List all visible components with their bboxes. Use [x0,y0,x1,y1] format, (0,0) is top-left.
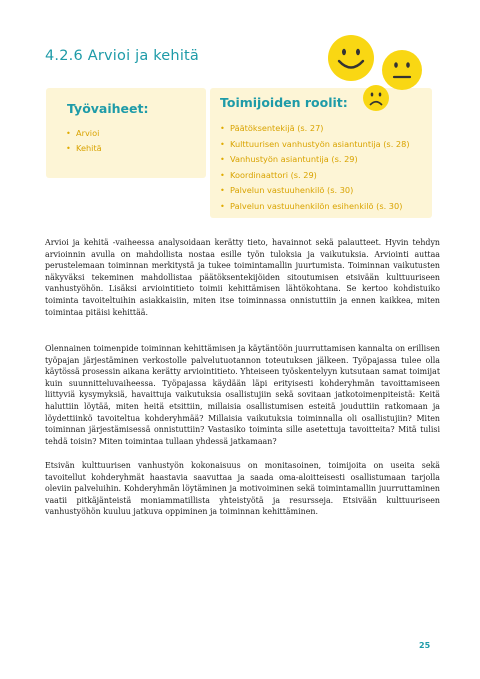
list-item: • Koordinaattori (s. 29) [220,170,410,180]
smiley-sad-icon [362,84,390,112]
list-item: • Päätöksentekijä (s. 27) [220,123,410,133]
work-phases-title: Työvaiheet: [67,101,149,116]
list-item: • Palvelun vastuuhenkilö (s. 30) [220,185,410,195]
roles-title: Toimijoiden roolit: [220,95,348,110]
roles-list [220,123,410,211]
section-heading: 4.2.6 Arvioi ja kehitä [45,48,200,64]
work-phases-list [66,128,102,153]
page-number: 25 [419,641,431,650]
list-item: • Palvelun vastuuhenkilön esihenkilö (s. 30) [220,201,410,211]
body-paragraph-1: Arvioi ja kehitä -vaiheessa analysoidaan kerätty tieto, havainnot sekä palautteet. Hyvin tehdyn arvioinnin avulla on mahdollista nostaa esille työn tuloksia ja vaikutuksia. Arviointi auttaa perustelemaan toiminnan merkitystä ja tukee toimintamallin juurtumista. Toiminnan vaikutusten näkyväksi tekeminen mahdollistaa päätöksentekijöiden sitoutumisen etsivään kulttuuriseen vanhustyöhön. Lisäksi arviointitieto toimii kehittämisen lähtökohtana. Se kertoo kohdistuiko toiminta tavoiteltuihin asiakkaisiin, miten itse toiminnassa onnistuttiin ja ennen kaikkea, miten toimintaa pitäisi kehittää. [45,238,440,317]
roles-box [210,88,432,218]
list-item: • Kulttuurisen vanhustyön asiantuntija (s. 28) [220,139,410,149]
list-item: • Vanhustyön asiantuntija (s. 29) [220,154,410,164]
list-item: • Kehitä [66,143,102,153]
list-item: • Arvioi [66,128,102,138]
body-paragraph-2: Olennainen toimenpide toiminnan kehittämisen ja käytäntöön juurruttamisen kannalta on erillisen työpajan järjestäminen verkostolle palvelutuotannon toteutuksen jälkeen. Työpajassa tulee olla käytössä prosessin aikana kerätty arviointitieto. Yhteiseen työskentelyyn kutsutaan samat toimijat kuin suunnitteluvaiheessa. Työpajassa käydään läpi erityisesti kohderyhmän tavoittamiseen liittyviä kysymyksiä, havaittuja vaikutuksia osallistujiin sekä sovitaan jatkotoimenpiteistä: Keitä haluttiin löytää, miten heitä etsittiin, millaisia osallistumisen esteitä jouduttiin ratkomaan ja löydettiinkö tavoiteltua kohderyhmää? Millaisia vaikutuksia toiminnalla oli osallistujiin? Miten toiminnan järjestämisessä onnistuttiin? Vastasiko toiminta sille asetettuja tavoitteita? Mitä tulisi tehdä toisin? Miten toimintaa tullaan yhdessä jatkamaan? [45,344,440,446]
body-paragraph-3: Etsivän kulttuurisen vanhustyön kokonaisuus on monitasoinen, toimijoita on useita sekä tavoitellut kohderyhmät haastavia saavuttaa ja saada oma-aloitteisesti osallistumaan tarjolla oleviin palveluihin. Kohderyhmän löytäminen ja motivoiminen sekä toimintamallin juurruttaminen vaatii pitkäjänteistä moniammatillista yhteistyötä ja resursseja. Etsivään kulttuuriseen vanhustyöhön kuuluu jatkuva oppiminen ja toiminnan kehittäminen. [45,461,440,517]
work-phases-box [46,88,206,178]
smiley-happy-icon [327,34,375,82]
